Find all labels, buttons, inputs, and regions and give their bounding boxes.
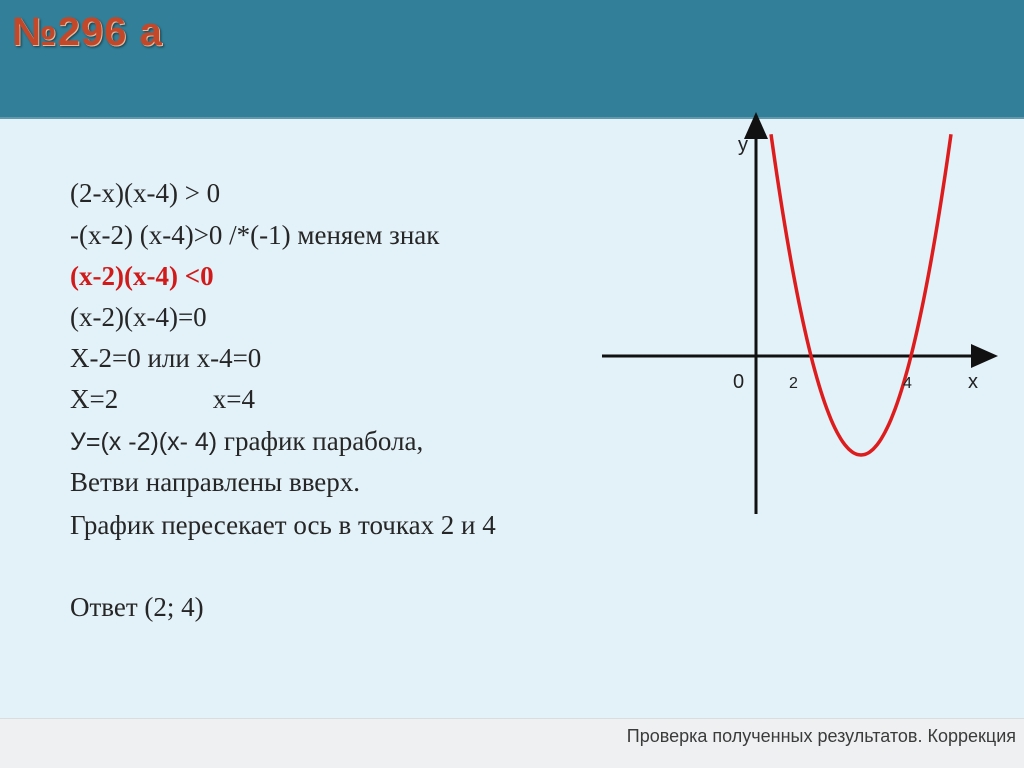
slide-title: №296 а xyxy=(12,10,163,54)
function-formula: У=(x -2)(x- 4) xyxy=(70,428,218,456)
tick-label-4: 4 xyxy=(903,375,912,392)
inequality-sign-change: -(x-2) (x-4)>0 /*(-1) меняем знак xyxy=(70,220,440,250)
tick-label-2: 2 xyxy=(789,375,798,392)
equation-factors: X-2=0 или x-4=0 xyxy=(70,343,262,373)
answer: Ответ (2; 4) xyxy=(70,592,204,622)
y-axis-label: у xyxy=(738,134,748,156)
inequality-original: (2-x)(x-4) > 0 xyxy=(70,178,221,208)
x-axis-label: x xyxy=(968,371,978,393)
intersection-statement: График пересекает ось в точках 2 и 4 xyxy=(70,510,496,540)
branches-statement: Ветви направлены вверх. xyxy=(70,467,361,497)
parabola-curve xyxy=(771,134,951,455)
origin-label: 0 xyxy=(733,371,745,393)
equation-roots: X=2 x=4 xyxy=(70,384,255,414)
inequality-transformed: (x-2)(x-4) <0 xyxy=(70,261,214,291)
footer-text: Проверка полученных результатов. Коррекция xyxy=(626,726,1016,746)
function-description: график парабола, xyxy=(217,426,424,456)
equation-zero: (x-2)(x-4)=0 xyxy=(70,302,207,332)
